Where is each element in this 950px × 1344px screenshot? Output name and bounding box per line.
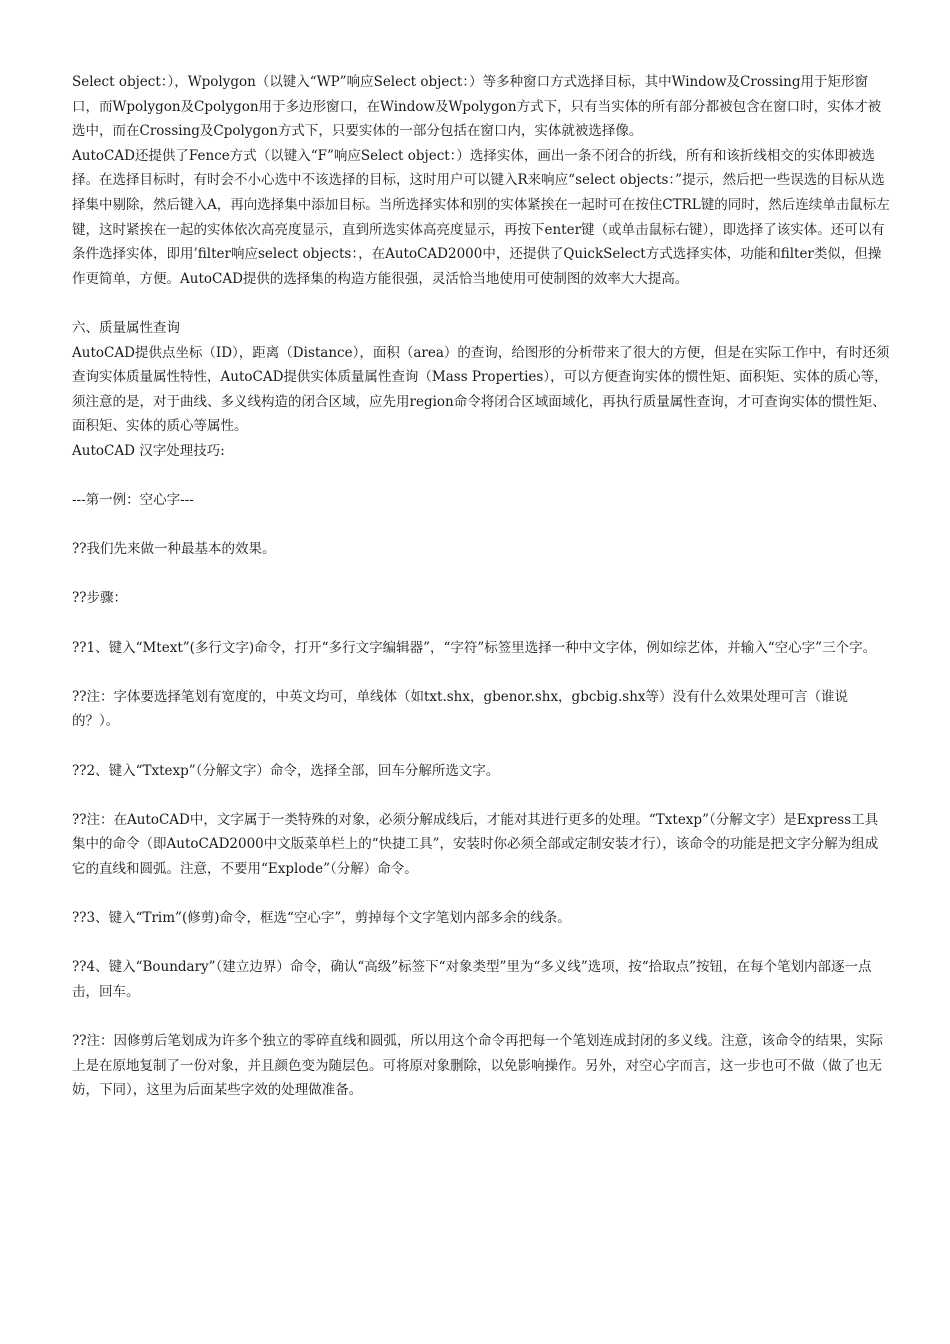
section-heading-mass-properties: 六、质量属性查询 xyxy=(72,319,180,336)
paragraph-step-3: ??3、键入“Trim”(修剪)命令，框选“空心字”，剪掉每个文字笔划内部多余的线条。 xyxy=(72,910,571,927)
blank-line xyxy=(72,931,890,956)
paragraph-note-1: ??注：字体要选择笔划有宽度的，中英文均可，单线体（如txt.shx，gbenor.shx，gbcbig.shx等）没有什么效果处理可言（谁说的？）。 xyxy=(72,688,849,730)
paragraph-note-2: ??注：在AutoCAD中，文字属于一类特殊的对象，必须分解成线后，才能对其进行更多的处理。“Txtexp”（分解文字）是Express工具集中的命令（即AutoCAD2000中文版菜单栏上的“快捷工具”，安装时你必须全部或定制安装才行），该命令的功能是把文字分解为组成它的直线和圆弧。注意，不要用“Explode”（分解）命令。 xyxy=(72,811,879,877)
blank-line xyxy=(72,882,890,907)
example-heading: ---第一例：空心字--- xyxy=(72,492,194,509)
blank-line xyxy=(72,660,890,685)
paragraph-intro: ??我们先来做一种最基本的效果。 xyxy=(72,541,276,558)
blank-line xyxy=(72,291,890,316)
blank-line xyxy=(72,1005,890,1030)
blank-line xyxy=(72,783,890,808)
blank-line xyxy=(72,734,890,759)
paragraph-fence-selection: AutoCAD还提供了Fence方式（以键入“F”响应Select object：）选择实体，画出一条不闭合的折线，所有和该折线相交的实体即被选择。在选择目标时，有时会不小心选中不该选择的目标，这时用户可以键入R来响应“select objects：”提示，然后把一些误选的目标从选择集中剔除，然后键入A，再向选择集中添加目标。当所选择实体和别的实体紧挨在一起时可在按住CTRL键的同时，然后连续单击鼠标左键，这时紧挨在一起的实体依次高亮度显示，直到所选实体高亮度显示，再按下enter键（或单击鼠标右键），即选择了该实体。还可以有条件选择实体，即用’filter响应select objects：，在AutoCAD2000中，还提供了QuickSelect方式选择实体，功能和filter类似，但操作更简单，方便。AutoCAD提供的选择集的构造方能很强，灵活恰当地使用可使制图的效率大大提高。 xyxy=(72,147,890,287)
blank-line xyxy=(72,611,890,636)
paragraph-step-1: ??1、键入“Mtext”(多行文字)命令，打开“多行文字编辑器”，“字符”标签里选择一种中文字体，例如综艺体，并输入“空心字”三个字。 xyxy=(72,639,877,656)
paragraph-note-4: ??注：因修剪后笔划成为许多个独立的零碎直线和圆弧，所以用这个命令再把每一个笔划连成封闭的多义线。注意，该命令的结果，实际上是在原地复制了一份对象，并且颜色变为随层色。可将原对象删除，以免影响操作。另外，对空心字而言，这一步也可不做（做了也无妨，下同），这里为后面某些字效的处理做准备。 xyxy=(72,1033,883,1099)
document-body xyxy=(72,70,890,1103)
paragraph-step-4: ??4、键入“Boundary”（建立边界）命令，确认“高级”标签下“对象类型”里为“多义线”选项，按“拾取点”按钮，在每个笔划内部逐一点击，回车。 xyxy=(72,959,872,1000)
paragraph-selection-windows: Select object：），Wpolygon（以键入“WP”响应Select object：）等多种窗口方式选择目标，其中Window及Crossing用于矩形窗口，而Wpolygon及Cpolygon用于多边形窗口，在Window及Wpolygon方式下，只有当实体的所有部分都被包含在窗口时，实体才被选中，而在Crossing及Cpolygon方式下，只要实体的一部分包括在窗口内，实体就被选择像。 xyxy=(72,74,882,140)
paragraph-step-2: ??2、键入“Txtexp”（分解文字）命令，选择全部，回车分解所选文字。 xyxy=(72,762,500,779)
paragraph-mass-properties: AutoCAD提供点坐标（ID），距离（Distance），面积（area）的查询，给图形的分析带来了很大的方便，但是在实际工作中，有时还须查询实体质量属性特性，AutoCAD提供实体质量属性查询（Mass Properties），可以方便查询实体的惯性矩、面积矩、实体的质心等，须注意的是，对于曲线、多义线构造的闭合区域，应先用region命令将闭合区域面域化，再执行质量属性查询，才可查询实体的惯性矩、面积矩、实体的质心等属性。 xyxy=(72,344,890,435)
blank-line xyxy=(72,562,890,587)
blank-line xyxy=(72,464,890,489)
section-heading-chinese-text-tips: AutoCAD 汉字处理技巧: xyxy=(72,442,225,459)
paragraph-steps-label: ??步骤： xyxy=(72,590,127,607)
blank-line xyxy=(72,513,890,538)
